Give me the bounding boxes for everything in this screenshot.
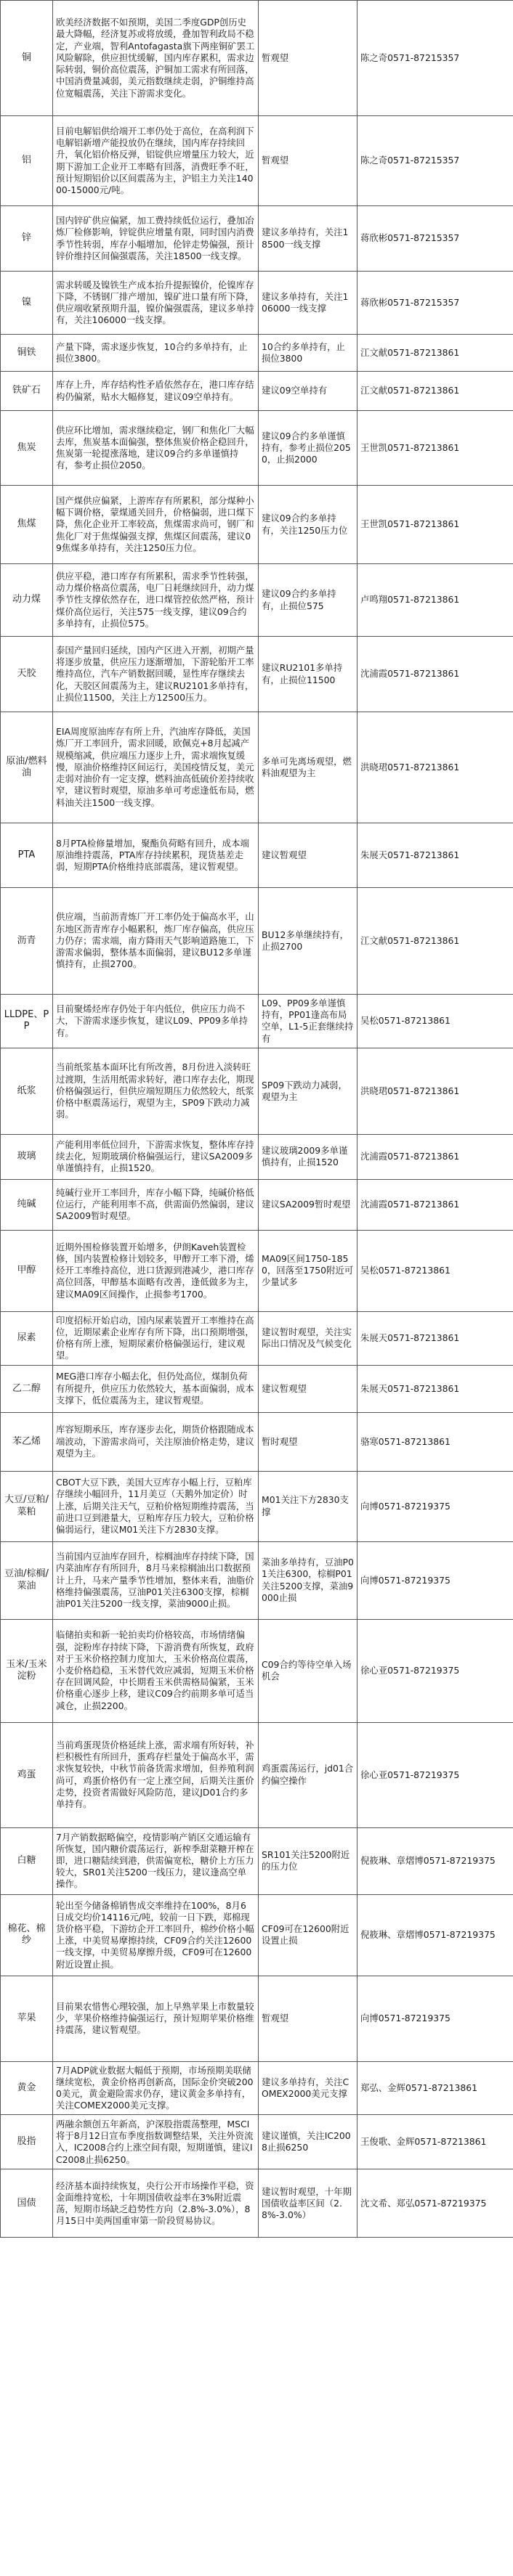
analyst-contact: 倪筱琳、章熠博0571-87219375 <box>358 1894 513 1976</box>
market-analysis: 目前果农惜售心理较强，加上早熟苹果上市数量较少，苹果价格维持偏强运行，预计短期苹果价格维持震荡，建议暂观望。 <box>53 1976 259 2061</box>
commodity-name: 天胶 <box>1 637 53 712</box>
commodity-name: 股指 <box>1 2115 53 2169</box>
analyst-contact: 朱展天0571-87213861 <box>358 1365 513 1412</box>
analyst-contact: 蒋欣彬0571-87215357 <box>358 206 513 272</box>
trading-view: 多单可先离场观望，燃料油观望为主 <box>259 712 358 823</box>
trading-view: CF09可在12600附近设置止损 <box>259 1894 358 1976</box>
table-body <box>1 1 513 2238</box>
analyst-contact: 朱展天0571-87213861 <box>358 1311 513 1365</box>
market-analysis: 库容短期承压，库存逐步去化，期货价格跟随成本端波动，下游需求尚可，关注原油价格走势，建议观望为主。 <box>53 1412 259 1471</box>
market-analysis: 泰国产量回归延续，国内产区进入开割，初期产量将逐步放量，供应压力逐渐增加，下游轮胎开工率维持高位，汽车产销数据回暖，显性库存继续去化，天胶区间震荡为主，建议RU2101多单持有，止损位11500，关注上方12500压力。 <box>53 637 259 712</box>
commodity-name: 棉花、棉纱 <box>1 1894 53 1976</box>
table-row <box>1 335 513 372</box>
trading-view: 10合约多单持有，止损位3800 <box>259 335 358 372</box>
commodity-name: 玉米/玉米淀粉 <box>1 1619 53 1722</box>
trading-view: 建议暂观望 <box>259 1365 358 1412</box>
trading-view: C09合约等待空单入场机会 <box>259 1619 358 1722</box>
table-row <box>1 995 513 1048</box>
market-analysis: 欧美经济数据不如预期，美国二季度GDP创历史最大降幅，经济复苏或将放缓，叠加智利政局不稳定，产业端，智利Antofagasta旗下两座铜矿罢工风险解除，供应担忧缓解，国内库存累积，需求边际转弱，铜价高位震荡，沪铜加工需求有所回落，中国消费量减弱，美元指数继续走弱，沪铜维持高位宽幅震荡，关注下游需求变化。 <box>53 1 259 116</box>
table-row <box>1 372 513 411</box>
analyst-contact: 江文献0571-87213861 <box>358 372 513 411</box>
trading-view: 建议多单持有，关注18500一线支撑 <box>259 206 358 272</box>
analyst-contact: 倪筱琳、章熠博0571-87219375 <box>358 1827 513 1894</box>
market-analysis: 产能利用率低位回升，下游需求恢复，整体库存持续去化，短期玻璃价格偏强运行，建议SA2009多单谨慎持有，止损1520。 <box>53 1134 259 1179</box>
table-row <box>1 1365 513 1412</box>
analyst-contact: 郑弘、金辉0571-87213861 <box>358 2061 513 2115</box>
trading-view: 建议暂观望 <box>259 823 358 888</box>
commodity-name: 动力煤 <box>1 564 53 637</box>
analyst-contact: 陈之奇0571-87215357 <box>358 116 513 206</box>
analyst-contact: 王世凯0571-87213861 <box>358 486 513 564</box>
market-analysis: 库存上升，库存结构性矛盾依然存在，港口库存结构仍偏紧，贴水大幅修复，建议09空单持有。 <box>53 372 259 411</box>
table-row <box>1 2061 513 2115</box>
trading-view: 建议暂时观望，十年期国债收益率区间（2.8%-3.0%） <box>259 2169 358 2238</box>
commodity-name: 铝 <box>1 116 53 206</box>
commodity-name: 镍 <box>1 272 53 335</box>
trading-view: M01关注下方2830支撑 <box>259 1471 358 1541</box>
analyst-contact: 洪晓珺0571-87213861 <box>358 712 513 823</box>
table-row <box>1 1134 513 1179</box>
table-row <box>1 1230 513 1311</box>
trading-view: 建议09空单持有 <box>259 372 358 411</box>
table-row <box>1 206 513 272</box>
trading-view: 建议SA2009暂时观望 <box>259 1179 358 1230</box>
analyst-contact: 朱展天0571-87213861 <box>358 823 513 888</box>
table-row <box>1 486 513 564</box>
analyst-contact: 吴松0571-87213861 <box>358 995 513 1048</box>
table-row <box>1 823 513 888</box>
table-row <box>1 1311 513 1365</box>
table-row <box>1 564 513 637</box>
market-analysis: MEG港口库存小幅去化，但仍处高位，煤制负荷有所提升，供应压力依然较大，基本面偏弱，成本支撑下，低位震荡为主，建议暂观望。 <box>53 1365 259 1412</box>
table-row <box>1 1471 513 1541</box>
trading-view: MA09区间1750-1850，回落至1750附近可少量试多 <box>259 1230 358 1311</box>
table-row <box>1 1541 513 1619</box>
table-row <box>1 2115 513 2169</box>
table-row <box>1 1 513 116</box>
market-analysis: 产量下降，需求逐步恢复，10合约多单持有，止损位3800。 <box>53 335 259 372</box>
trading-view: 建议09合约多单谨慎持有，参考止损位2050，止损2000 <box>259 411 358 486</box>
trading-view: 建议多单持有，关注106000一线支撑 <box>259 272 358 335</box>
market-analysis: 当前纸浆基本面环比有所改善，8月份进入淡转旺过渡期，生活用纸需求转好，港口库存去化，期现价格偏强运行，但供应端短期压力依然较大，纸浆价格中枢震荡运行，观望为主，SP09下跌动力减弱。 <box>53 1048 259 1134</box>
analyst-contact: 向博0571-87219375 <box>358 1976 513 2061</box>
commodity-name: 铜 <box>1 1 53 116</box>
market-analysis: 供应平稳，港口库存有所累积，需求季节性转强，动力煤价格高位震荡，电厂日耗继续回升，动力煤季节性支撑依然存在，进口煤管控依然严格，预计煤价高位运行，关注575一线支撑，建议09合约多单持有，止损位575。 <box>53 564 259 637</box>
table-row <box>1 888 513 995</box>
trading-view: 建议RU2101多单持有，止损位11500 <box>259 637 358 712</box>
analyst-contact: 吴松0571-87213861 <box>358 1230 513 1311</box>
market-analysis: EIA周度原油库存有所上升，汽油库存降低，美国炼厂开工率回升，需求回暖，欧佩克+8月起减产规模缩减，供应端压力逐步上升，需求端恢复缓慢，原油价格维持区间运行，美国疫情反复，美元走弱对油价有一定支撑，燃料油高低硫价差持续收窄，建议暂时观望，原油多单可考虑逢低布局，燃料油关注1500一线支撑。 <box>53 712 259 823</box>
table-row <box>1 411 513 486</box>
trading-view: 建议谨慎，关注IC2008止损6250 <box>259 2115 358 2169</box>
commodity-name: 铁矿石 <box>1 372 53 411</box>
market-analysis: 轮出至今储备棉销售成交率维持在100%，8月6日成交均价14116元/吨，较前一日下跌，郑棉现货价格平稳，下游纺企开工率回升，棉纱价格小幅上涨，中美贸易摩擦持续，CF09合约关注12600一线支撑，中美贸易摩擦升级，CF09可在12600附近设置止损。 <box>53 1894 259 1976</box>
market-analysis: 印度招标开始启动，国内尿素装置开工率维持在高位，近期尿素企业库存有所下降，出口预期增强，价格有所上涨，短期尿素价格偏强运行，建议观望。 <box>53 1311 259 1365</box>
commodity-name: 沥青 <box>1 888 53 995</box>
market-analysis: 供应端，当前沥青炼厂开工率仍处于偏高水平，山东地区沥青库存小幅累积，炼厂库存偏高，供应压力仍存；需求端，南方降雨天气影响道路施工，下游需求偏弱，整体基本面偏弱，建议BU12多单谨慎持有，止损2700。 <box>53 888 259 995</box>
trading-view: 建议暂时观望，关注实际出口情况及气候变化 <box>259 1311 358 1365</box>
trading-view: 暂观望 <box>259 116 358 206</box>
market-analysis: 国产煤供应偏紧，上游库存有所累积，部分煤种小幅下调价格，蒙煤通关回升，价格偏弱，进口煤下降，焦化企业开工率较高，焦煤需求尚可，钢厂和焦化厂对于焦煤偏强支撑，焦煤区间震荡，建议09焦煤多单持有，关注1250压力位。 <box>53 486 259 564</box>
commodity-name: 焦煤 <box>1 486 53 564</box>
analyst-contact: 向博0571-87219375 <box>358 1541 513 1619</box>
trading-view: 暂观望 <box>259 1 358 116</box>
trading-view: 建议多单持有，关注COMEX2000美元支撑 <box>259 2061 358 2115</box>
commodity-name: 纯碱 <box>1 1179 53 1230</box>
commodity-name: 苯乙烯 <box>1 1412 53 1471</box>
market-analysis: 近期外围检修装置开始增多，伊朗Kaveh装置检修，国内装置检修计划较多，甲醇开工率下滑，烯烃开工率维持高位，进口货源到港减少，港口库存高位回落，甲醇基本面略有改善，逢低做多为主，建议MA09区间操作，止损参考1700。 <box>53 1230 259 1311</box>
analyst-contact: 徐心亚0571-87219375 <box>358 1619 513 1722</box>
market-analysis: 供应环比增加，需求继续稳定，钢厂和焦化厂大幅去库，焦炭基本面偏强，整体焦炭价格企稳回升，焦炭第一轮提涨落地，建议09合约多单谨慎持有，参考止损位2050。 <box>53 411 259 486</box>
trading-view: 建议玻璃2009多单谨慎持有，止损1520 <box>259 1134 358 1179</box>
table-row <box>1 1722 513 1827</box>
table-row <box>1 2169 513 2238</box>
analyst-contact: 骆寒0571-87213861 <box>358 1412 513 1471</box>
analyst-contact: 江文献0571-87213861 <box>358 335 513 372</box>
commodity-name: 原油/燃料油 <box>1 712 53 823</box>
market-analysis: 目前聚烯烃库存仍处于年内低位，供应压力尚不大，下游需求逐步恢复，建议L09、PP09多单持有。 <box>53 995 259 1048</box>
market-analysis: 当前鸡蛋现货价格延续上涨，需求端有所好转，补栏积极性有所回升，蛋鸡存栏量处于偏高水平，需求恢复较快，中秋节前备货需求增加，但养殖利润尚可，鸡蛋价格仍有一定上涨空间，后期关注蛋价走势，投资者需做好风险防范，建议JD01合约多单持有。 <box>53 1722 259 1827</box>
trading-view: BU12多单继续持有，止损2700 <box>259 888 358 995</box>
commodity-name: 纸浆 <box>1 1048 53 1134</box>
analyst-contact: 沈浦霞0571-87213861 <box>358 637 513 712</box>
table-row <box>1 712 513 823</box>
table-row <box>1 637 513 712</box>
analyst-contact: 徐心亚0571-87219375 <box>358 1722 513 1827</box>
table-row <box>1 1619 513 1722</box>
commodity-name: 焦炭 <box>1 411 53 486</box>
market-analysis: 国内锌矿供应偏紧，加工费持续低位运行，叠加冶炼厂检修影响，锌锭供应增量有限，同时国内消费季节性转弱，库存小幅增加，伦锌走势偏强，预计锌价维持区间偏强震荡，关注18500一线支撑。 <box>53 206 259 272</box>
trading-view: 建议09合约多单持有，关注1250压力位 <box>259 486 358 564</box>
trading-view: 菜油多单持有，豆油P01关注6300，棕榈P01关注5200支撑，菜油9000止损 <box>259 1541 358 1619</box>
commodity-name: 白糖 <box>1 1827 53 1894</box>
market-analysis: 经济基本面持续恢复，央行公开市场操作平稳，资金面维持宽松，十年期国债收益率在3%附近震荡，短期市场缺乏趋势性方向（2.8%-3.0%），8月15日中美两国重审第一阶段贸易协议。 <box>53 2169 259 2238</box>
analyst-contact: 王世凯0571-87213861 <box>358 411 513 486</box>
commodity-name: PTA <box>1 823 53 888</box>
table-row <box>1 1412 513 1471</box>
market-analysis: 当前国内豆油库存回升，棕榈油库存持续下降，国内菜油库存有所回升，8月马来棕榈油出口数据预计上升，马来产量季节性增加，整体来看，油脂价格维持偏强震荡，豆油P01关注6300支撑，棕榈油P01关注5200一线支撑，菜油9000止损。 <box>53 1541 259 1619</box>
market-analysis: 8月PTA检修量增加，聚酯负荷略有回升，成本端原油维持震荡，PTA库存持续累积，现货基差走弱，短期PTA价格维持底部震荡，建议暂观望。 <box>53 823 259 888</box>
analyst-contact: 江文献0571-87213861 <box>358 888 513 995</box>
trading-view: 暂观望 <box>259 1976 358 2061</box>
commodity-name: 鸡蛋 <box>1 1722 53 1827</box>
market-analysis: CBOT大豆下跌，美国大豆库存小幅上行，豆粕库存继续小幅回升，11月美豆（天鹅外加定价）时上涨，后期关注天气，豆粕价格短期维持震荡，当前进口豆到港量大，豆粕库存压力较大，豆粕价格偏弱运行，建议M01关注下方2830支撑。 <box>53 1471 259 1541</box>
market-analysis: 纯碱行业开工率回升，库存小幅下降，纯碱价格低位运行，产能利用率不高，供需面仍然偏弱，建议SA2009暂时观望。 <box>53 1179 259 1230</box>
commodity-name: 锌 <box>1 206 53 272</box>
analyst-contact: 向博0571-87219375 <box>358 1471 513 1541</box>
market-analysis: 目前电解铝供给端开工率仍处于高位，在高利润下电解铝新增产能投放仍在继续，国内库存持续回升，氧化铝价格反弹，铝锭供应增量压力较大，近期下游加工企业开工率略有回落，消费旺季不旺，预计短期铝价以区间震荡为主，沪铝主力关注14000-15000元/吨。 <box>53 116 259 206</box>
commodity-name: 豆油/棕榈/菜油 <box>1 1541 53 1619</box>
commodity-name: 大豆/豆粕/菜粕 <box>1 1471 53 1541</box>
commodity-name: 尿素 <box>1 1311 53 1365</box>
table-row <box>1 272 513 335</box>
trading-view: 建议09合约多单持有，止损位575 <box>259 564 358 637</box>
commodity-name: 玻璃 <box>1 1134 53 1179</box>
analyst-contact: 蒋欣彬0571-87215357 <box>358 272 513 335</box>
trading-view: 暂时观望 <box>259 1412 358 1471</box>
analyst-contact: 王俊歌、金辉0571-87213861 <box>358 2115 513 2169</box>
market-analysis: 两融余额创五年新高，沪深股指震荡整理，MSCI将于8月12日宣布季度指数调整结果，关注外资流入，IC2008合约上涨空间有限，短期谨慎，建议IC2008止损6250。 <box>53 2115 259 2169</box>
analyst-contact: 沈浦霞0571-87213861 <box>358 1179 513 1230</box>
analyst-contact: 沈浦霞0571-87213861 <box>358 1134 513 1179</box>
table-row <box>1 1179 513 1230</box>
table-row <box>1 116 513 206</box>
market-analysis: 7月产销数据略偏空，疫情影响产销区交通运输有所恢复，国内糖价震荡运行，新榨季甜菜糖开榨在即，进口糖陆续到港，供需偏宽松，糖价上方压力较大，SR01关注5200一线压力，建议逢高空单操作。 <box>53 1827 259 1894</box>
table-row <box>1 1827 513 1894</box>
table-row <box>1 1894 513 1976</box>
table-row <box>1 1048 513 1134</box>
commodity-name: 国债 <box>1 2169 53 2238</box>
commodity-name: 乙二醇 <box>1 1365 53 1412</box>
market-analysis: 临储拍卖和新一轮拍卖均价格较高，市场情绪偏强，淀粉库存持续下降，下游消费有所恢复，政府对于玉米价格控制力度加大，玉米价格高位震荡，小麦价格趋稳，玉米替代效应减弱，短期玉米价格存在回调风险，中长期看玉米供需格局偏紧，玉米价格重心逐步上移，建议C09合约前期多单可适当减仓，止损2200。 <box>53 1619 259 1722</box>
trading-view: L09、PP09多单谨慎持有，PP01逢高布局空单，L1-5正套继续持有 <box>259 995 358 1048</box>
analyst-contact: 洪晓珺0571-87213861 <box>358 1048 513 1134</box>
trading-view: SR101关注5200附近的压力位 <box>259 1827 358 1894</box>
commodity-name: 黄金 <box>1 2061 53 2115</box>
analyst-contact: 沈文希、郑弘0571-87219375 <box>358 2169 513 2238</box>
analyst-contact: 陈之奇0571-87215357 <box>358 1 513 116</box>
commodity-name: 铜铁 <box>1 335 53 372</box>
commodity-name: LLDPE、PP <box>1 995 53 1048</box>
analyst-contact: 卢鸣翔0571-87213861 <box>358 564 513 637</box>
table-row <box>1 1976 513 2061</box>
market-analysis: 7月ADP就业数据大幅低于预期，市场预期美联储继续宽松，黄金价格再创新高，国际金价突破2000美元，黄金避险需求仍存，建议黄金多单持有，关注COMEX2000美元支撑。 <box>53 2061 259 2115</box>
trading-view: SP09下跌动力减弱，观望为主 <box>259 1048 358 1134</box>
trading-view: 鸡蛋震荡运行，jd01合约偏空操作 <box>259 1722 358 1827</box>
commodity-name: 甲醇 <box>1 1230 53 1311</box>
market-analysis: 需求转暖及镍铁生产成本抬升提振镍价，伦镍库存下降，不锈钢厂排产增加，镍矿进口量有所下降，供应端收紧预期升温，镍价偏强震荡，建议多单持有，关注106000一线支撑。 <box>53 272 259 335</box>
commodity-name: 苹果 <box>1 1976 53 2061</box>
